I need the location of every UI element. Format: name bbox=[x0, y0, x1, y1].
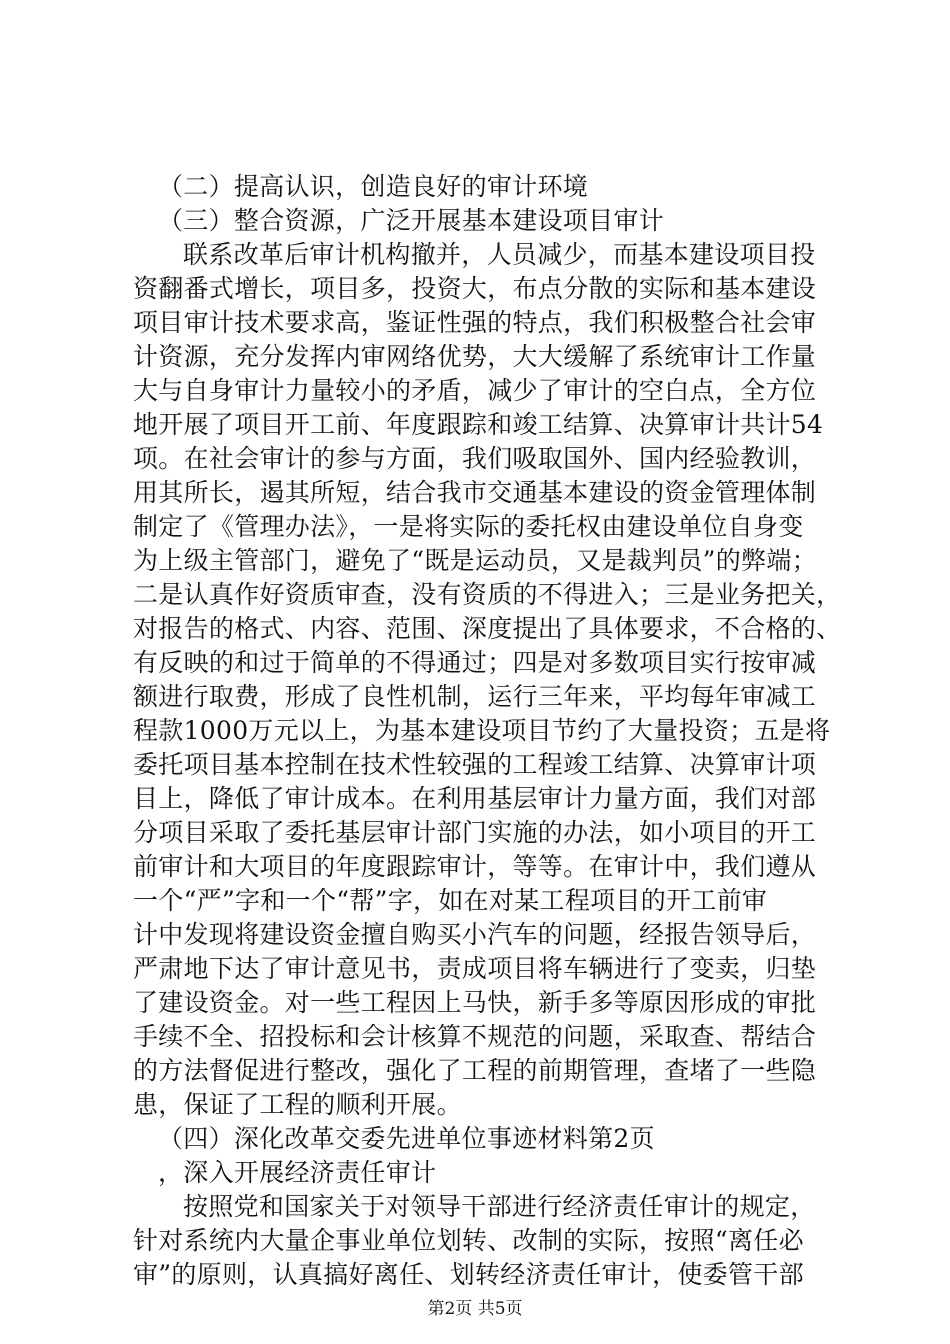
paragraph-line: 项。在社会审计的参与方面，我们吸取国外、国内经验教训， bbox=[133, 444, 817, 473]
section-heading-4-continued: ，深入开展经济责任审计 bbox=[158, 1158, 437, 1187]
paragraph-line: 大与自身审计力量较小的矛盾，减少了审计的空白点，全方位 bbox=[133, 376, 817, 405]
paragraph-line: 对报告的格式、内容、范围、深度提出了具体要求，不合格的、 bbox=[133, 614, 842, 643]
paragraph-line: 审”的原则，认真搞好离任、划转经济责任审计，使委管干部 bbox=[133, 1260, 804, 1289]
paragraph-line: 二是认真作好资质审查，没有资质的不得进入；三是业务把关， bbox=[133, 580, 842, 609]
paragraph-line: 的方法督促进行整改，强化了工程的前期管理，查堵了一些隐 bbox=[133, 1056, 817, 1085]
paragraph-line: 委托项目基本控制在技术性较强的工程竣工结算、决算审计项 bbox=[133, 750, 817, 779]
paragraph-line: 计资源，充分发挥内审网络优势，大大缓解了系统审计工作量 bbox=[133, 342, 817, 371]
section-heading-3: （三）整合资源，广泛开展基本建设项目审计 bbox=[158, 206, 665, 235]
paragraph-line: 联系改革后审计机构撤并，人员减少，而基本建设项目投 bbox=[183, 240, 816, 269]
paragraph-line: 按照党和国家关于对领导干部进行经济责任审计的规定， bbox=[183, 1192, 816, 1221]
paragraph-line: 额进行取费，形成了良性机制，运行三年来，平均每年审减工 bbox=[133, 682, 817, 711]
paragraph-line: 制定了《管理办法》，一是将实际的委托权由建设单位自身变 bbox=[133, 512, 804, 541]
paragraph-line: 手续不全、招投标和会计核算不规范的问题，采取查、帮结合 bbox=[133, 1022, 817, 1051]
paragraph-line: 患，保证了工程的顺利开展。 bbox=[133, 1090, 462, 1119]
paragraph-line: 资翻番式增长，项目多，投资大，布点分散的实际和基本建设 bbox=[133, 274, 817, 303]
page-footer: 第2页 共5页 bbox=[427, 1299, 523, 1319]
section-heading-4: （四）深化改革交委先进单位事迹材料第2页 bbox=[158, 1124, 655, 1153]
paragraph-line: 一个“严”字和一个“帮”字，如在对某工程项目的开工前审 bbox=[133, 886, 768, 915]
paragraph-line: 前审计和大项目的年度跟踪审计，等等。在审计中，我们遵从 bbox=[133, 852, 817, 881]
paragraph-line: 用其所长，遏其所短，结合我市交通基本建设的资金管理体制 bbox=[133, 478, 817, 507]
paragraph-line: 目上，降低了审计成本。在利用基层审计力量方面，我们对部 bbox=[133, 784, 817, 813]
paragraph-line: 严肃地下达了审计意见书，责成项目将车辆进行了变卖，归垫 bbox=[133, 954, 817, 983]
paragraph-line: 程款1000万元以上，为基本建设项目节约了大量投资；五是将 bbox=[133, 716, 831, 745]
section-heading-2: （二）提高认识，创造良好的审计环境 bbox=[158, 172, 589, 201]
paragraph-line: 针对系统内大量企事业单位划转、改制的实际，按照“离任必 bbox=[133, 1226, 804, 1255]
paragraph-line: 分项目采取了委托基层审计部门实施的办法，如小项目的开工 bbox=[133, 818, 817, 847]
paragraph-line: 为上级主管部门，避免了“既是运动员，又是裁判员”的弊端； bbox=[133, 546, 817, 575]
paragraph-line: 项目审计技术要求高，鉴证性强的特点，我们积极整合社会审 bbox=[133, 308, 817, 337]
paragraph-line: 有反映的和过于简单的不得通过；四是对多数项目实行按审减 bbox=[133, 648, 817, 677]
paragraph-line: 地开展了项目开工前、年度跟踪和竣工结算、决算审计共计54 bbox=[133, 410, 824, 439]
paragraph-line: 了建设资金。对一些工程因上马快，新手多等原因形成的审批 bbox=[133, 988, 817, 1017]
paragraph-line: 计中发现将建设资金擅自购买小汽车的问题，经报告领导后， bbox=[133, 920, 817, 949]
